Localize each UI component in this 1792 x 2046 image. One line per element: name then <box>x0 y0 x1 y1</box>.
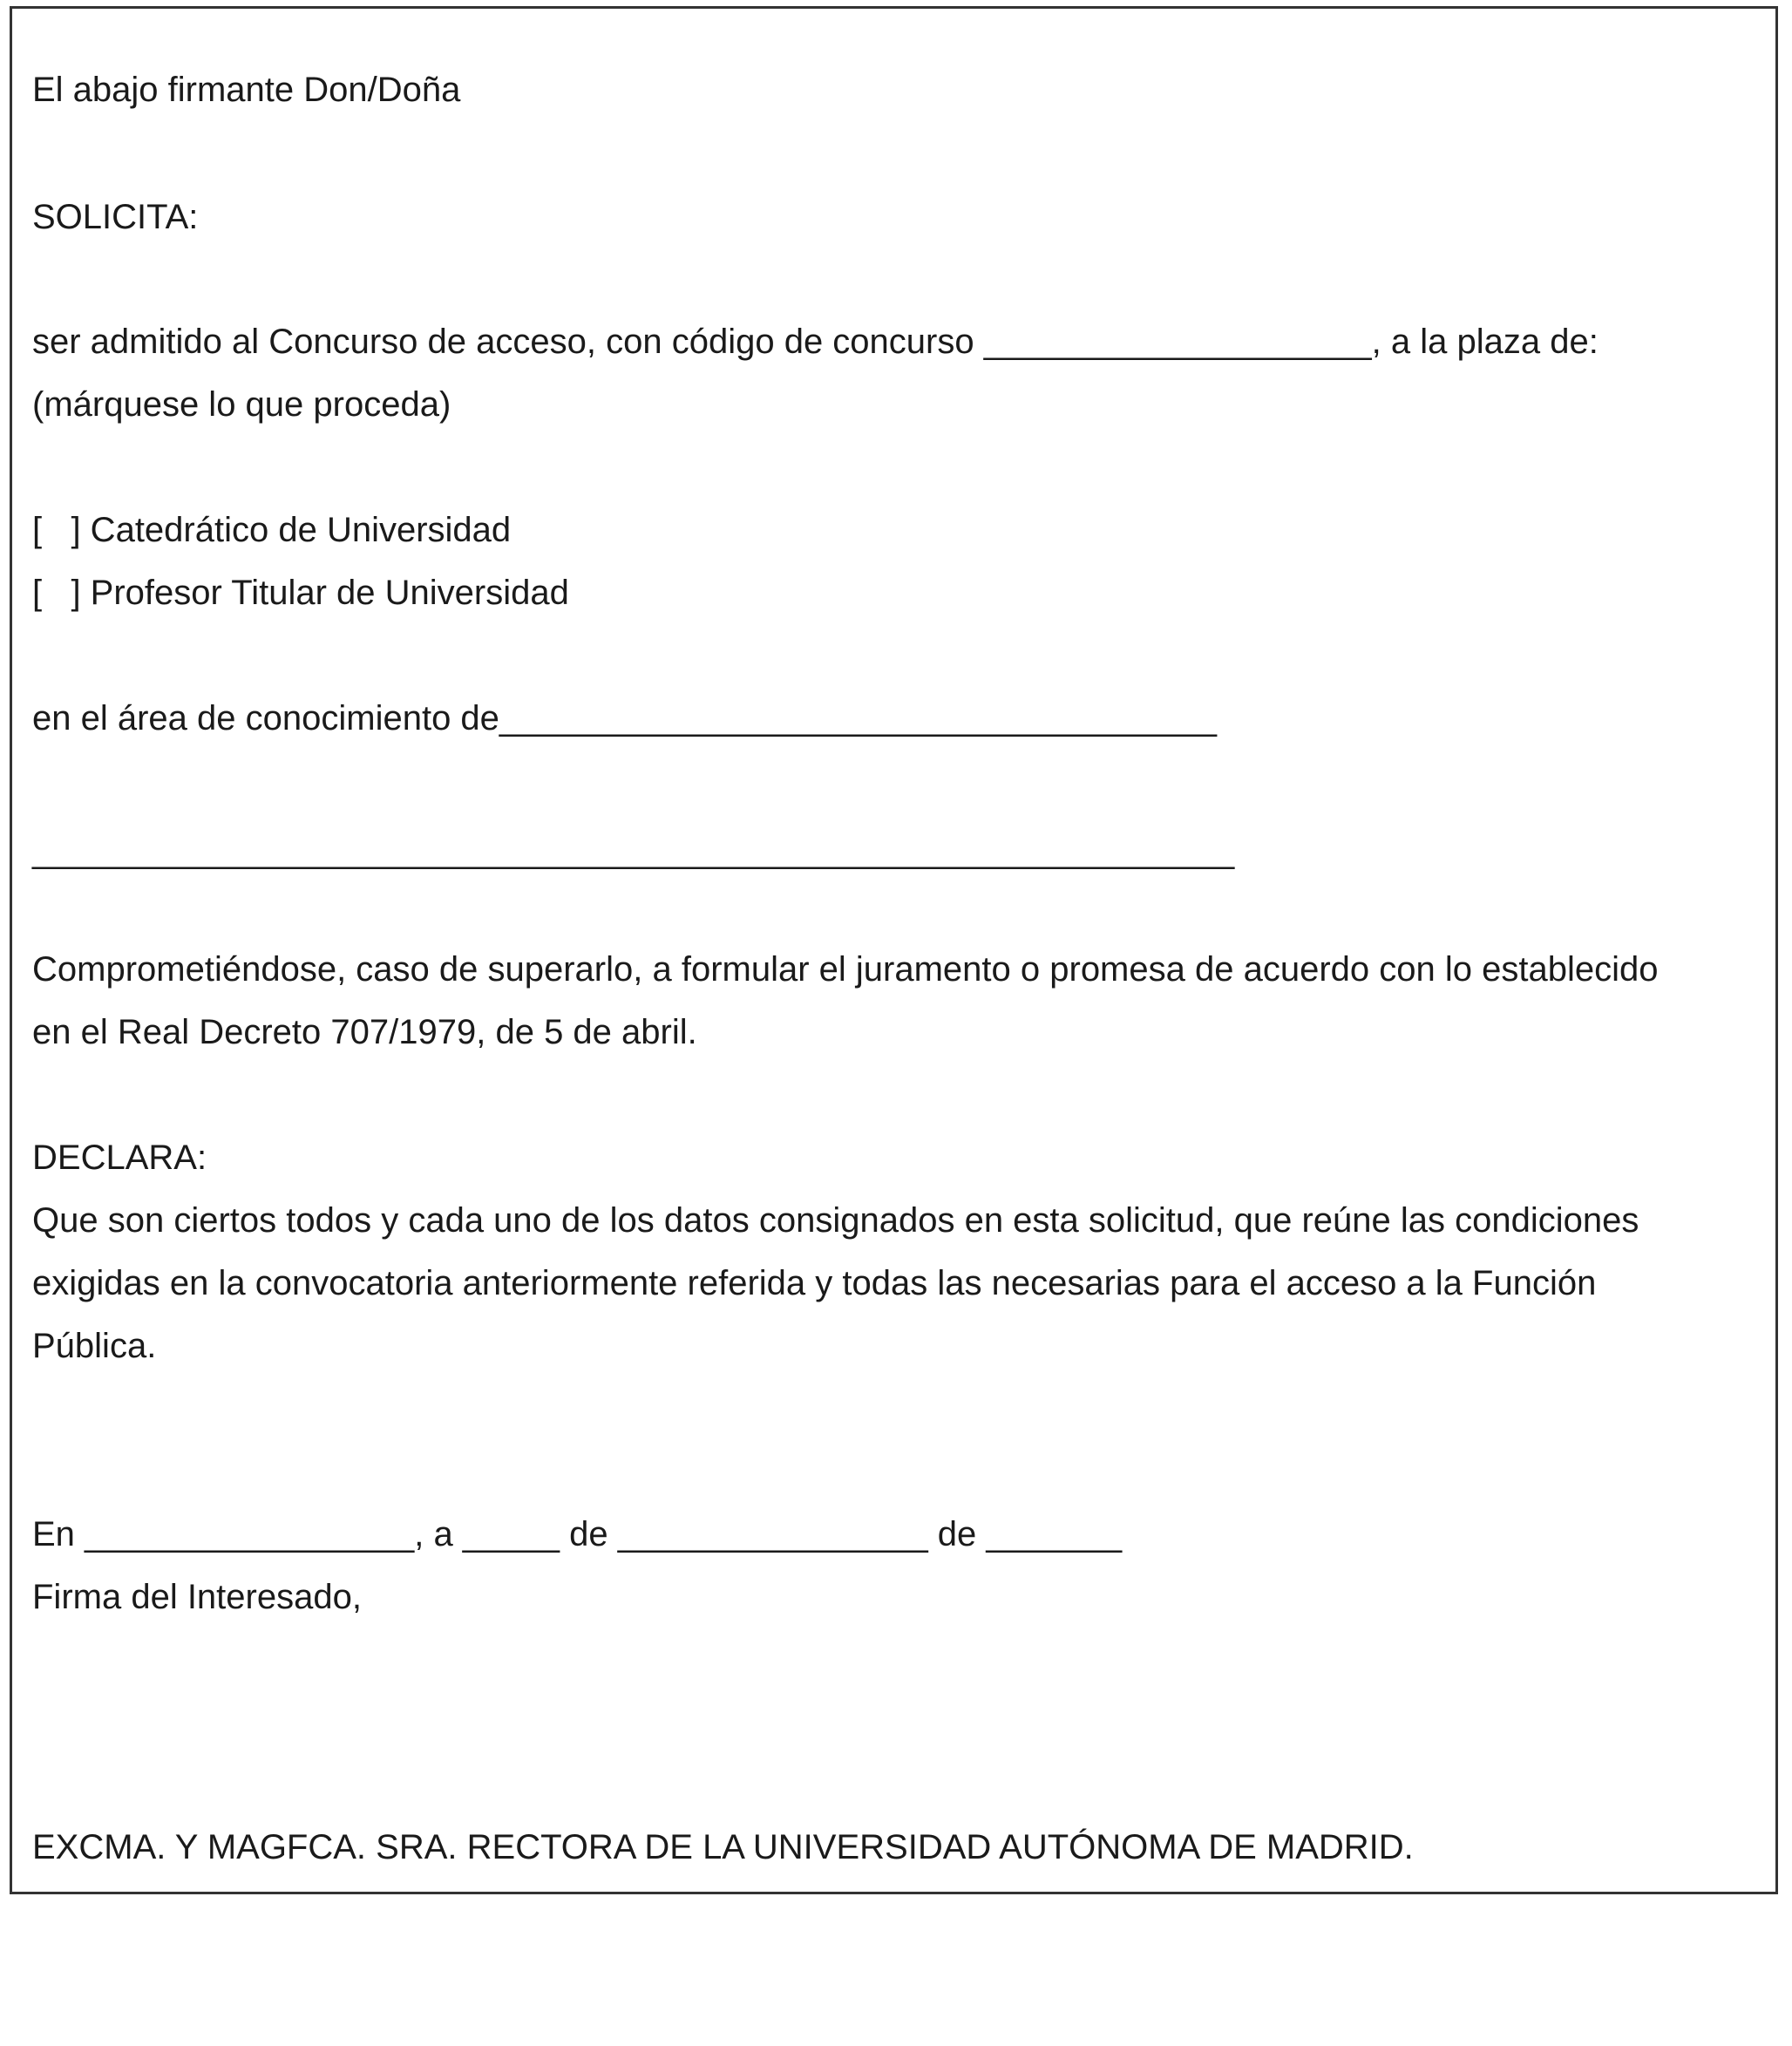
commitment-line-1: Comprometiéndose, caso de superarlo, a formular el juramento o promesa de acuerdo con lo establecido <box>32 950 1659 989</box>
signature-label: Firma del Interesado, <box>32 1578 362 1616</box>
admission-line: ser admitido al Concurso de acceso, con código de concurso ____________________, a la plaza de: <box>32 323 1599 361</box>
addressee: EXCMA. Y MAGFCA. SRA. RECTORA DE LA UNIVERSIDAD AUTÓNOMA DE MADRID. <box>32 1828 1414 1866</box>
commitment-line-2: en el Real Decreto 707/1979, de 5 de abril. <box>32 1013 697 1051</box>
date-line: En _________________, a _____ de ________________ de _______ <box>32 1515 1123 1553</box>
area-continuation-line: ______________________________________________________________ <box>32 832 1235 870</box>
area-line: en el área de conocimiento de_____________________________________ <box>32 699 1218 738</box>
option-profesor-titular: [ ] Profesor Titular de Universidad <box>32 574 569 612</box>
declara-line-1: Que son ciertos todos y cada uno de los datos consignados en esta solicitud, que reúne las condiciones <box>32 1201 1639 1240</box>
signer-line: El abajo firmante Don/Doña <box>32 71 461 109</box>
admission-note: (márquese lo que proceda) <box>32 385 451 424</box>
solicita-heading: SOLICITA: <box>32 198 199 236</box>
declara-line-2: exigidas en la convocatoria anteriormente referida y todas las necesarias para el acceso a la Función <box>32 1264 1597 1302</box>
option-catedratico: [ ] Catedrático de Universidad <box>32 511 512 549</box>
declara-line-3: Pública. <box>32 1327 157 1365</box>
declara-heading: DECLARA: <box>32 1139 207 1177</box>
